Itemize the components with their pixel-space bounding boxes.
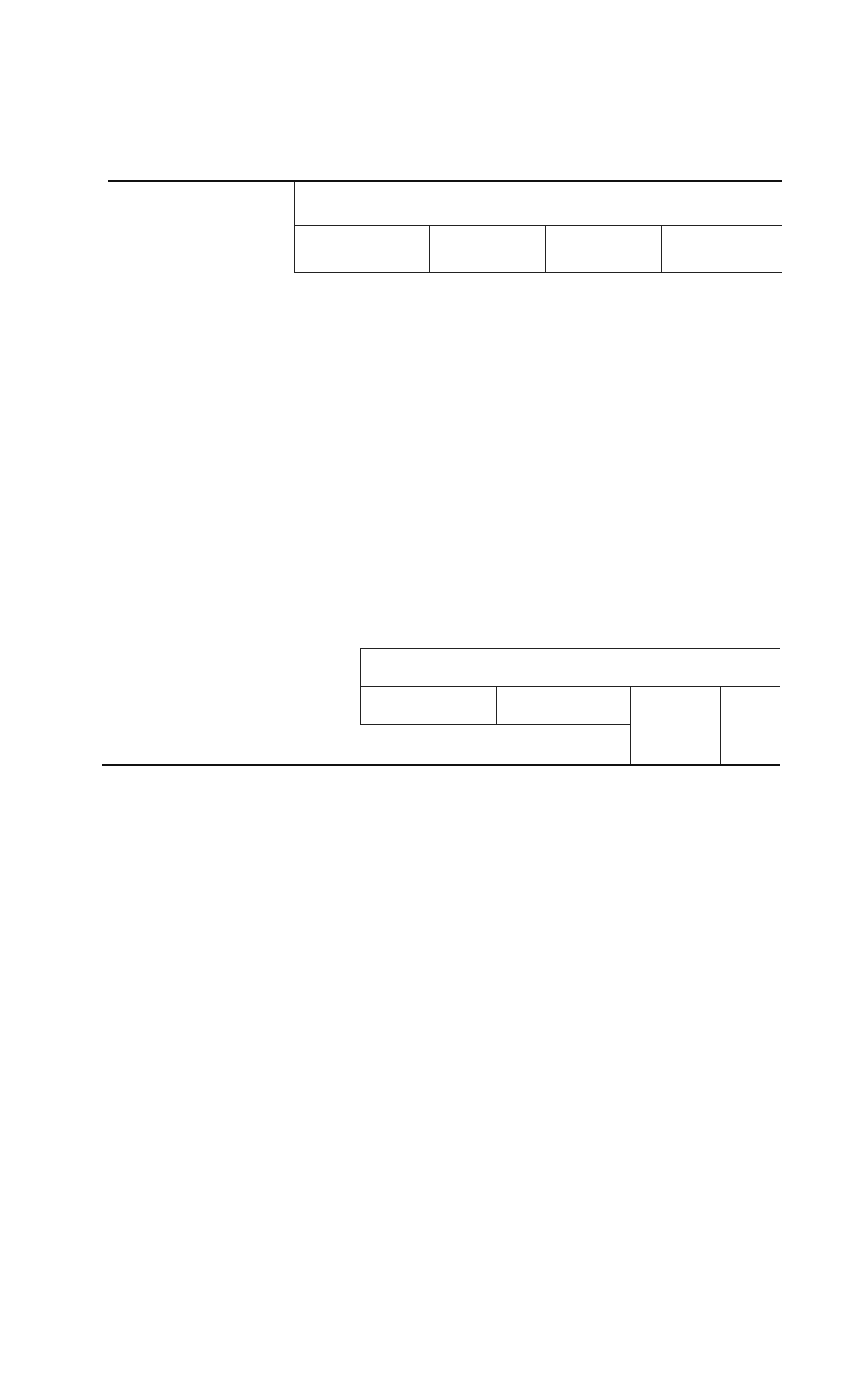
reagent-consumption-header-2 xyxy=(360,649,780,687)
reagent-table-part1 xyxy=(108,180,782,334)
depressants-header xyxy=(545,225,661,272)
reagent-table-part2 xyxy=(102,648,780,766)
modifiers-header xyxy=(294,225,429,272)
type-of-plant-header xyxy=(108,181,294,334)
flocculants-header xyxy=(496,687,630,725)
reagent-consumption-header xyxy=(294,181,782,225)
grand-per-ton-header xyxy=(720,687,780,765)
frothers-header xyxy=(360,687,496,725)
activators-header xyxy=(429,225,545,272)
collectors-header xyxy=(661,225,782,272)
grand-total-header xyxy=(630,687,720,765)
